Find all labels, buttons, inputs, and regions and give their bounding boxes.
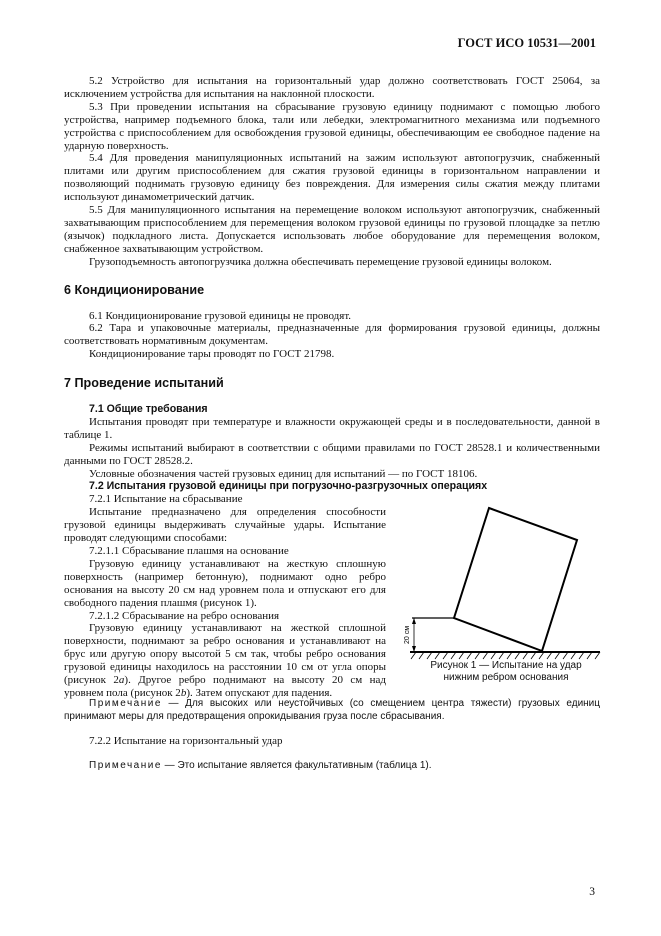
subsection-7-2-heading: 7.2 Испытания грузовой единицы при погрузочно-разгрузочных операциях bbox=[89, 480, 488, 493]
note-1: Примечание — Для высоких или неустойчивых (со смещением центра тяжести) грузовых единиц принимают меры для предотвращения опрокидывания груза после сбрасывания. bbox=[64, 698, 600, 722]
para-7-1-c: Условные обозначения частей грузовых единиц для испытаний — по ГОСТ 18106. bbox=[89, 467, 478, 480]
para-5-4: 5.4 Для проведения манипуляционных испытаний на зажим используют автопогрузчик, снабженный плитами или другим приспособлением для сжатия грузовой единицы в горизонтальном направлении и позволяющий поднимать грузовую единицу без повреждения. Для измерения силы сжатия между плитами используют динамометрический датчик. bbox=[64, 152, 600, 204]
para-6-2-b: Кондиционирование тары проводят по ГОСТ 21798. bbox=[89, 348, 335, 361]
figure-1-drawing bbox=[392, 491, 602, 686]
para-6-2: 6.2 Тара и упаковочные материалы, предназначенные для формирования грузовой единицы, должны соответствовать нормативным документам. bbox=[64, 322, 600, 348]
para-5-5-b: Грузоподъемность автопогрузчика должна обеспечивать перемещение грузовой единицы волоком. bbox=[89, 255, 552, 268]
page-content bbox=[64, 75, 600, 773]
figure-1-caption: Рисунок 1 — Испытание на удар нижним ребром основания bbox=[430, 660, 582, 684]
section-6-heading: 6 Кондиционирование bbox=[64, 282, 205, 297]
figure-text-block bbox=[64, 493, 600, 698]
para-7-2-1-a: Испытание предназначено для определения способности грузовой единицы выдерживать случайные удары. Испытание проводят следующими способами: bbox=[64, 506, 386, 545]
para-5-2: 5.2 Устройство для испытания на горизонтальный удар должно соответствовать ГОСТ 25064, за исключением устройства для испытания на наклонной плоскости. bbox=[64, 75, 600, 100]
para-7-2-1-1: 7.2.1.1 Сбрасывание плашмя на основание bbox=[89, 545, 289, 557]
dimension-label: 20 см bbox=[404, 626, 411, 645]
section-7-heading: 7 Проведение испытаний bbox=[64, 376, 224, 391]
para-7-2-1: 7.2.1 Испытание на сбрасывание bbox=[89, 493, 243, 506]
ground-hatching bbox=[411, 652, 600, 659]
para-5-3: 5.3 При проведении испытания на сбрасывание грузовую единицу поднимают с помощью любого устройства, например подъемного блока, тали или лебедки, электромагнитного механизма или подъемного устройства с приспособлением для освобождения грузовой единицы, обеспечивающим ее свободное падение на ударную поверхность. bbox=[64, 100, 600, 152]
para-7-2-2: 7.2.2 Испытание на горизонтальный удар bbox=[89, 735, 283, 748]
para-6-1: 6.1 Кондиционирование грузовой единицы не проводят. bbox=[89, 309, 352, 322]
para-7-1-b: Режимы испытаний выбирают в соответствии с общими правилами по ГОСТ 28528.1 и количественными данными по ГОСТ 28528.2. bbox=[64, 441, 600, 467]
note-2: Примечание — Это испытание является факультативным (таблица 1). bbox=[89, 760, 432, 772]
left-column bbox=[64, 493, 386, 700]
page-number: 3 bbox=[589, 886, 595, 898]
para-7-1-a: Испытания проводят при температуре и влажности окружающей среды и в последовательности, данной в таблице 1. bbox=[64, 415, 600, 441]
para-7-2-1-2-a: Грузовую единицу устанавливают на жесткой сплошной поверхности, поднимают за ребро основания и устанавливают на брус или другую опору высотой 5 см так, чтобы ребро основания грузовой единицы находилось на расстоянии 10 см от угла опоры (рисунок 2a). Другое ребро поднимают на высоту 20 см над уровнем пола (рисунок 2b). Затем опускают для падения. bbox=[64, 622, 386, 699]
para-7-2-1-2: 7.2.1.2 Сбрасывание на ребро основания bbox=[89, 609, 280, 622]
subsection-7-1-heading: 7.1 Общие требования bbox=[89, 403, 208, 416]
dimension-arrow-top bbox=[412, 618, 416, 624]
cargo-box-shape bbox=[454, 508, 577, 651]
document-header: ГОСТ ИСО 10531—2001 bbox=[457, 36, 596, 50]
para-5-5: 5.5 Для манипуляционного испытания на перемещение волоком используют автопогрузчик, снабженный захватывающим приспособлением для перемещения волоком грузовой единицы по грузовой площадке за петлю (язычок) подкладного листа. Допускается использовать любое оборудование для перемещения волоком, снабженное захватывающим устройством. bbox=[64, 204, 600, 255]
para-7-2-1-1-a: Грузовую единицу устанавливают на жесткую сплошную поверхность (например бетонную), поднимают одно ребро основания на высоту 20 см над уровнем пола и отпускают его для свободного падения плашмя (рисунок 1). bbox=[64, 557, 386, 609]
